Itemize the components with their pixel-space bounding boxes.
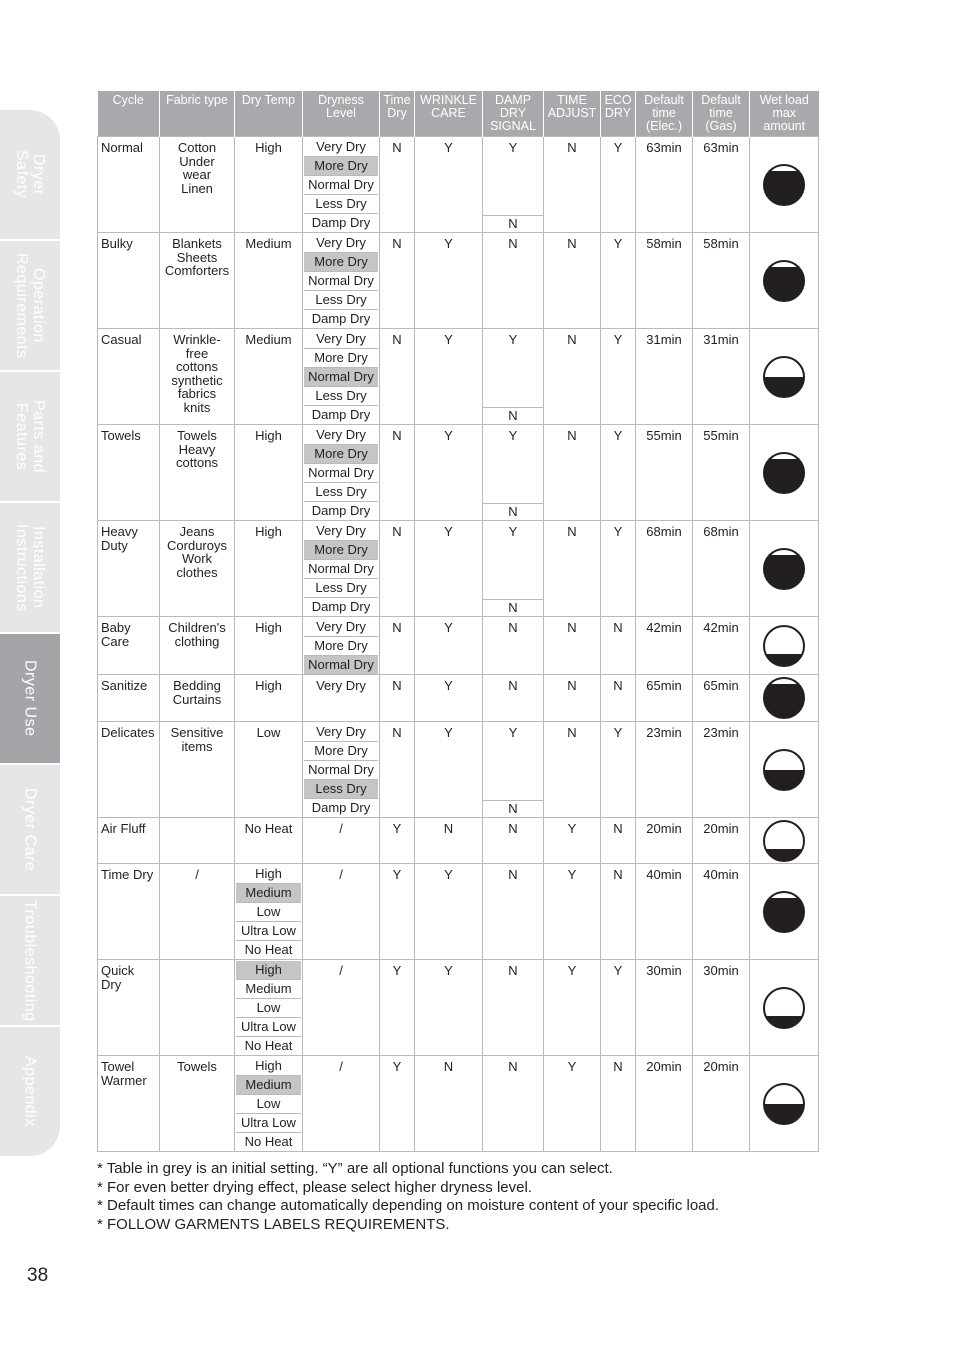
cycle-name: Air Fluff <box>98 818 160 864</box>
time-adjust-value: N <box>544 617 601 675</box>
dryness-level-option: Normal Dry <box>304 175 378 194</box>
dryness-level-option: Damp Dry <box>304 405 378 424</box>
side-tab-4[interactable] <box>0 634 60 763</box>
dry-temp: High <box>235 521 303 617</box>
dryness-level-option: More Dry <box>304 156 378 175</box>
time-adjust-value: Y <box>544 1056 601 1152</box>
damp-dry-signal-value <box>483 722 544 818</box>
fabric-type: / <box>160 864 235 960</box>
footnotes <box>97 1160 937 1234</box>
eco-dry-value: Y <box>601 329 636 425</box>
default-time-elec: 20min <box>636 1056 693 1152</box>
load-level-icon <box>762 163 806 207</box>
side-tab-label: Parts and Features <box>13 400 47 473</box>
wet-load-cell <box>750 1056 819 1152</box>
dryness-level-option: Normal Dry <box>304 559 378 578</box>
dry-temp-option: Medium <box>236 883 301 902</box>
damp-dry-signal-value: N <box>483 233 544 329</box>
table-row <box>98 233 819 329</box>
column-header: Default time (Elec.) <box>636 91 693 137</box>
table-row <box>98 329 819 425</box>
default-time-elec: 40min <box>636 864 693 960</box>
wet-load-cell <box>750 722 819 818</box>
fabric-type: Sensitive items <box>160 722 235 818</box>
dryness-level-option: Less Dry <box>304 290 378 309</box>
dryness-level-option: More Dry <box>304 540 378 559</box>
load-fill <box>764 770 804 790</box>
default-time-gas: 23min <box>693 722 750 818</box>
time-adjust-value: N <box>544 329 601 425</box>
damp-signal-bottom: N <box>483 800 543 817</box>
dryness-level-option: Very Dry <box>316 139 366 154</box>
side-tab-1[interactable] <box>0 241 60 370</box>
default-time-gas: 20min <box>693 818 750 864</box>
dry-temp-option: Medium <box>236 1075 301 1094</box>
cycle-name: Sanitize <box>98 675 160 722</box>
footnote: * Table in grey is an initial setting. “Y” are all optional functions you can select. <box>97 1160 613 1177</box>
damp-dry-signal-value: N <box>483 617 544 675</box>
dryness-level <box>303 425 380 521</box>
dry-temp-option: No Heat <box>236 1036 301 1055</box>
cycle-name: Quick Dry <box>98 960 160 1056</box>
default-time-elec: 20min <box>636 818 693 864</box>
side-tab-2[interactable] <box>0 372 60 501</box>
column-header: WRINKLE CARE <box>415 91 483 137</box>
damp-signal-top: Y <box>508 140 518 155</box>
eco-dry-value: N <box>601 818 636 864</box>
dry-temp-option: Low <box>236 1094 301 1113</box>
load-level-icon <box>762 1082 806 1126</box>
time-dry-value: Y <box>380 1056 415 1152</box>
wet-load-cell <box>750 864 819 960</box>
cycle-table-container <box>97 91 818 1149</box>
time-dry-value: N <box>380 233 415 329</box>
dryness-level-option: Very Dry <box>316 235 366 250</box>
cycle-name: Casual <box>98 329 160 425</box>
default-time-elec: 68min <box>636 521 693 617</box>
time-dry-value: N <box>380 521 415 617</box>
cycle-name: Baby Care <box>98 617 160 675</box>
fabric-type: Blankets Sheets Comforters <box>160 233 235 329</box>
wet-load-cell <box>750 617 819 675</box>
load-fill <box>766 654 803 666</box>
wrinkle-care-value: Y <box>415 675 483 722</box>
footnote: * Default times can change automatically depending on moisture content of your specific load. <box>97 1197 720 1214</box>
dryness-level-option: Very Dry <box>316 523 366 538</box>
time-adjust-value: Y <box>544 960 601 1056</box>
damp-signal-top: Y <box>508 332 518 347</box>
dryness-level-option: Damp Dry <box>304 309 378 328</box>
dryness-level-option: Damp Dry <box>304 501 378 520</box>
table-row <box>98 617 819 675</box>
footnote: * FOLLOW GARMENTS LABELS REQUIREMENTS. <box>97 1215 450 1233</box>
table-row <box>98 137 819 233</box>
wrinkle-care-value: Y <box>415 233 483 329</box>
default-time-gas: 20min <box>693 1056 750 1152</box>
default-time-gas: 68min <box>693 521 750 617</box>
dryness-level <box>303 137 380 233</box>
dry-temp-option: Ultra Low <box>236 1113 301 1132</box>
fabric-type: Jeans Corduroys Work clothes <box>160 521 235 617</box>
dryness-level-option: Normal Dry <box>304 760 378 779</box>
side-tab-7[interactable] <box>0 1027 60 1156</box>
dryness-level-option: Normal Dry <box>304 271 378 290</box>
dry-temp <box>235 960 303 1056</box>
load-fill <box>764 377 804 397</box>
time-adjust-value: N <box>544 425 601 521</box>
default-time-gas: 30min <box>693 960 750 1056</box>
time-dry-value: N <box>380 329 415 425</box>
dryness-level <box>303 722 380 818</box>
dryness-level <box>303 617 380 675</box>
side-tab-label: Appendix <box>21 1056 39 1127</box>
table-header-row <box>98 91 819 137</box>
dryness-level-option: Damp Dry <box>304 798 378 817</box>
dryness-level: / <box>303 864 380 960</box>
dryness-level-option: Very Dry <box>316 427 366 442</box>
eco-dry-value: N <box>601 864 636 960</box>
wet-load-cell <box>750 329 819 425</box>
column-header: Fabric type <box>160 91 235 137</box>
load-level-icon <box>762 986 806 1030</box>
eco-dry-value: Y <box>601 137 636 233</box>
time-adjust-value: N <box>544 137 601 233</box>
dry-temp: Medium <box>235 233 303 329</box>
dryness-level-option: Normal Dry <box>304 367 378 386</box>
load-level-icon <box>762 259 806 303</box>
column-header: Dryness Level <box>303 91 380 137</box>
wrinkle-care-value: Y <box>415 425 483 521</box>
damp-dry-signal-value <box>483 425 544 521</box>
cycle-name: Towels <box>98 425 160 521</box>
cycle-table <box>97 91 819 1152</box>
fabric-type: Towels <box>160 1056 235 1152</box>
fabric-type: Towels Heavy cottons <box>160 425 235 521</box>
default-time-elec: 30min <box>636 960 693 1056</box>
default-time-gas: 58min <box>693 233 750 329</box>
default-time-elec: 42min <box>636 617 693 675</box>
damp-dry-signal-value <box>483 137 544 233</box>
eco-dry-value: N <box>601 1056 636 1152</box>
dryness-level-option: More Dry <box>304 252 378 271</box>
eco-dry-value: Y <box>601 960 636 1056</box>
table-row <box>98 425 819 521</box>
wet-load-cell <box>750 675 819 722</box>
cycle-name: Time Dry <box>98 864 160 960</box>
time-adjust-value: Y <box>544 818 601 864</box>
wrinkle-care-value: Y <box>415 960 483 1056</box>
side-tab-label: Operation Requirements <box>13 252 47 359</box>
column-header: ECO DRY <box>601 91 636 137</box>
damp-signal-top: Y <box>508 725 518 740</box>
cycle-name: Towel Warmer <box>98 1056 160 1152</box>
eco-dry-value: Y <box>601 521 636 617</box>
fabric-type <box>160 960 235 1056</box>
wet-load-cell <box>750 425 819 521</box>
dry-temp <box>235 864 303 960</box>
time-dry-value: Y <box>380 864 415 960</box>
load-level-icon <box>762 451 806 495</box>
dryness-level-option: Very Dry <box>316 331 366 346</box>
dry-temp-option: Low <box>236 902 301 921</box>
load-fill <box>766 1016 803 1028</box>
damp-dry-signal-value <box>483 329 544 425</box>
dry-temp: No Heat <box>235 818 303 864</box>
wrinkle-care-value: Y <box>415 864 483 960</box>
default-time-elec: 23min <box>636 722 693 818</box>
dry-temp: High <box>235 425 303 521</box>
side-tab-label: Dryer Use <box>21 660 39 737</box>
fabric-type: Cotton Under wear Linen <box>160 137 235 233</box>
side-tab-3[interactable] <box>0 503 60 632</box>
wet-load-cell <box>750 137 819 233</box>
side-tab-nav <box>0 110 60 1156</box>
dryness-level-option: Very Dry <box>316 724 366 739</box>
load-level-icon <box>762 676 806 720</box>
eco-dry-value: N <box>601 617 636 675</box>
column-header: DAMP DRY SIGNAL <box>483 91 544 137</box>
dry-temp-option: Ultra Low <box>236 921 301 940</box>
load-level-icon <box>762 355 806 399</box>
column-header: Default time (Gas) <box>693 91 750 137</box>
dry-temp-option: No Heat <box>236 1132 301 1151</box>
dryness-level: / <box>303 1056 380 1152</box>
default-time-gas: 40min <box>693 864 750 960</box>
dryness-level-option: More Dry <box>304 741 378 760</box>
table-row <box>98 818 819 864</box>
default-time-gas: 63min <box>693 137 750 233</box>
dryness-level-option: Less Dry <box>304 386 378 405</box>
dry-temp-option: High <box>255 866 282 881</box>
wet-load-cell <box>750 521 819 617</box>
dryness-level <box>303 521 380 617</box>
column-header: Time Dry <box>380 91 415 137</box>
table-row <box>98 722 819 818</box>
dryness-level: Very Dry <box>303 675 380 722</box>
default-time-elec: 65min <box>636 675 693 722</box>
table-row <box>98 1056 819 1152</box>
wrinkle-care-value: Y <box>415 722 483 818</box>
default-time-elec: 63min <box>636 137 693 233</box>
dry-temp-option: High <box>255 1058 282 1073</box>
damp-dry-signal-value: N <box>483 1056 544 1152</box>
damp-signal-bottom: N <box>483 407 543 424</box>
load-level-icon <box>762 819 806 863</box>
time-adjust-value: N <box>544 722 601 818</box>
dryness-level-option: Very Dry <box>316 619 366 634</box>
damp-dry-signal-value: N <box>483 818 544 864</box>
damp-dry-signal-value: N <box>483 960 544 1056</box>
fabric-type: Wrinkle- free cottons synthetic fabrics knits <box>160 329 235 425</box>
dry-temp-option: Low <box>236 998 301 1017</box>
footnote: * For even better drying effect, please select higher dryness level. <box>97 1178 532 1196</box>
dry-temp-option: Medium <box>236 979 301 998</box>
column-header: TIME ADJUST <box>544 91 601 137</box>
dry-temp: Low <box>235 722 303 818</box>
damp-signal-top: Y <box>508 524 518 539</box>
side-tab-5[interactable] <box>0 765 60 894</box>
table-row <box>98 864 819 960</box>
load-level-icon <box>762 547 806 591</box>
time-dry-value: N <box>380 675 415 722</box>
page-number: 38 <box>27 1265 49 1286</box>
fabric-type <box>160 818 235 864</box>
cycle-name: Delicates <box>98 722 160 818</box>
column-header: Dry Temp <box>235 91 303 137</box>
default-time-gas: 31min <box>693 329 750 425</box>
eco-dry-value: Y <box>601 722 636 818</box>
time-dry-value: N <box>380 617 415 675</box>
dryness-level <box>303 233 380 329</box>
time-adjust-value: N <box>544 521 601 617</box>
time-dry-value: N <box>380 425 415 521</box>
dry-temp-option: No Heat <box>236 940 301 959</box>
time-dry-value: N <box>380 137 415 233</box>
dryness-level-option: Less Dry <box>304 482 378 501</box>
dryness-level-option: More Dry <box>304 444 378 463</box>
dryness-level-option: More Dry <box>304 348 378 367</box>
dryness-level-option: Damp Dry <box>304 213 378 232</box>
default-time-gas: 42min <box>693 617 750 675</box>
dry-temp-option: High <box>236 961 301 979</box>
wet-load-cell <box>750 818 819 864</box>
eco-dry-value: Y <box>601 233 636 329</box>
dryness-level-option: Less Dry <box>304 194 378 213</box>
wrinkle-care-value: Y <box>415 137 483 233</box>
side-tab-label: Dryer Care <box>21 787 39 872</box>
cycle-name: Normal <box>98 137 160 233</box>
dry-temp-option: Ultra Low <box>236 1017 301 1036</box>
dryness-level-option: Normal Dry <box>304 655 378 674</box>
default-time-elec: 55min <box>636 425 693 521</box>
damp-dry-signal-value: N <box>483 675 544 722</box>
wrinkle-care-value: Y <box>415 521 483 617</box>
time-dry-value: Y <box>380 818 415 864</box>
time-adjust-value: Y <box>544 864 601 960</box>
eco-dry-value: Y <box>601 425 636 521</box>
table-row <box>98 675 819 722</box>
side-tab-6[interactable] <box>0 896 60 1025</box>
dry-temp <box>235 1056 303 1152</box>
dry-temp: High <box>235 617 303 675</box>
load-level-icon <box>762 890 806 934</box>
default-time-gas: 65min <box>693 675 750 722</box>
side-tab-label: Dryer Safety <box>13 150 47 199</box>
damp-dry-signal-value <box>483 521 544 617</box>
fabric-type: Children's clothing <box>160 617 235 675</box>
wrinkle-care-value: Y <box>415 329 483 425</box>
table-body <box>98 137 819 1152</box>
wet-load-cell <box>750 960 819 1056</box>
wrinkle-care-value: N <box>415 818 483 864</box>
dryness-level: / <box>303 960 380 1056</box>
time-adjust-value: N <box>544 675 601 722</box>
load-fill <box>764 1104 804 1124</box>
time-dry-value: Y <box>380 960 415 1056</box>
load-level-icon <box>762 624 806 668</box>
table-row <box>98 960 819 1056</box>
side-tab-0[interactable] <box>0 110 60 239</box>
wrinkle-care-value: Y <box>415 617 483 675</box>
side-tab-label: Installation Instructions <box>13 523 47 612</box>
damp-signal-bottom: N <box>483 599 543 616</box>
dry-temp: Medium <box>235 329 303 425</box>
column-header: Cycle <box>98 91 160 137</box>
damp-dry-signal-value: N <box>483 864 544 960</box>
eco-dry-value: N <box>601 675 636 722</box>
fabric-type: Bedding Curtains <box>160 675 235 722</box>
dryness-level: / <box>303 818 380 864</box>
dryness-level-option: Damp Dry <box>304 597 378 616</box>
damp-signal-bottom: N <box>483 215 543 232</box>
dryness-level <box>303 329 380 425</box>
default-time-elec: 31min <box>636 329 693 425</box>
dry-temp: High <box>235 137 303 233</box>
cycle-name: Heavy Duty <box>98 521 160 617</box>
dryness-level-option: More Dry <box>304 636 378 655</box>
damp-signal-top: Y <box>508 428 518 443</box>
dry-temp: High <box>235 675 303 722</box>
dryness-level-option: Normal Dry <box>304 463 378 482</box>
column-header: Wet load max amount <box>750 91 819 137</box>
dryness-level-option: Less Dry <box>304 578 378 597</box>
wet-load-cell <box>750 233 819 329</box>
load-fill <box>766 849 803 861</box>
damp-signal-bottom: N <box>483 503 543 520</box>
dryness-level-option: Less Dry <box>304 779 378 798</box>
default-time-elec: 58min <box>636 233 693 329</box>
wrinkle-care-value: N <box>415 1056 483 1152</box>
load-level-icon <box>762 748 806 792</box>
side-tab-label: Troubleshooting <box>21 899 39 1022</box>
table-row <box>98 521 819 617</box>
time-dry-value: N <box>380 722 415 818</box>
default-time-gas: 55min <box>693 425 750 521</box>
cycle-name: Bulky <box>98 233 160 329</box>
time-adjust-value: N <box>544 233 601 329</box>
